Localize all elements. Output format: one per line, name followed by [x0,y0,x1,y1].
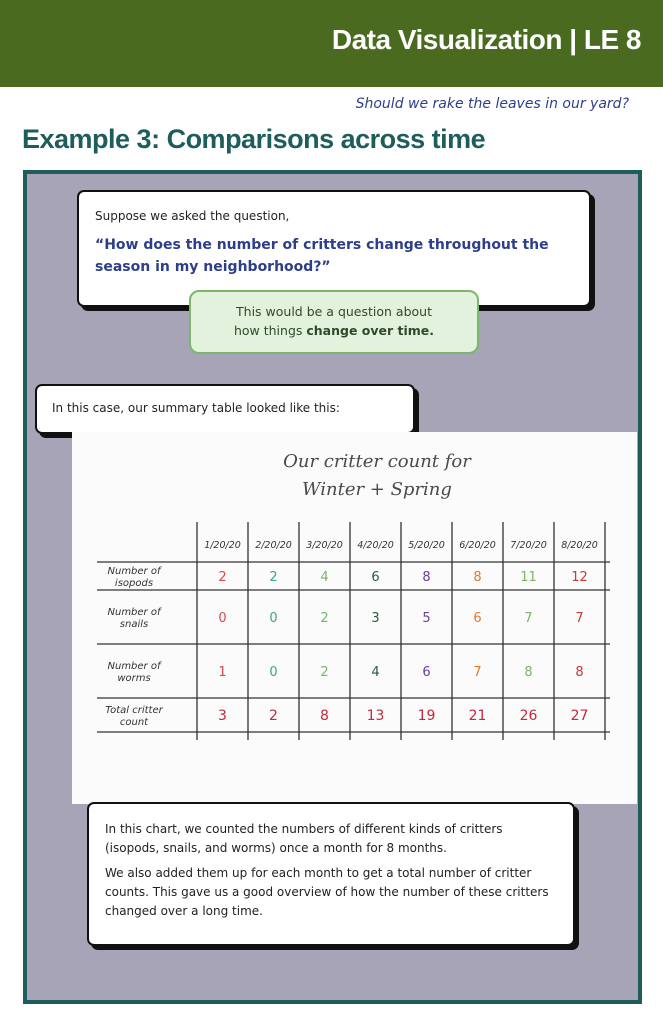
table-cell-value: 13 [366,708,385,724]
example-panel [23,170,642,1004]
table-cell-value: 0 [269,611,278,626]
summary-table-photo [72,432,637,804]
table-cell-value: 2 [218,570,227,585]
table-cell-value: 26 [519,708,538,724]
case-text: In this case, our summary table looked like this: [52,401,340,415]
table-cell-value: 2 [269,570,278,585]
table-cell-value: 21 [468,708,487,724]
critter-table [72,432,637,804]
table-cell-value: 7 [575,611,584,626]
table-cell-value: 3 [371,611,380,626]
note-line2-bold: change over time. [306,323,435,338]
column-header: 7/20/20 [510,540,547,551]
row-label: Number of [107,661,161,672]
row-label: snails [119,619,149,630]
summary-paragraph-1: In this chart, we counted the numbers of different kinds of critters (isopods, snails, and worms) once a month for 8 months. [105,822,503,855]
table-cell-value: 6 [371,570,380,585]
photo-title-line2: Winter + Spring [302,479,452,500]
column-header: 5/20/20 [408,540,445,551]
table-cell-value: 7 [473,665,482,680]
question-intro: Suppose we asked the question, [95,209,290,223]
row-label: worms [117,673,151,684]
note-line2-prefix: how things [233,323,307,338]
table-cell-value: 2 [269,708,278,724]
table-cell-value: 8 [575,665,584,680]
note-line2 [191,321,477,340]
table-cell-value: 7 [524,611,533,626]
table-cell-value: 2 [320,611,329,626]
table-cell-value: 6 [473,611,482,626]
row-label: Number of [107,566,161,577]
table-cell-value: 27 [570,708,589,724]
column-header: 3/20/20 [306,540,343,551]
row-label: Number of [107,607,161,618]
table-cell-value: 0 [269,665,278,680]
column-header: 8/20/20 [561,540,598,551]
table-cell-value: 3 [218,708,227,724]
table-cell-value: 8 [320,708,329,724]
change-over-time-note [189,290,479,354]
summary-card [87,802,575,946]
table-cell-value: 6 [422,665,431,680]
summary-paragraph-2: We also added them up for each month to get a total number of critter counts. This gave us a good overview of how the number of these critters changed over a long time. [105,866,549,918]
column-header: 4/20/20 [357,540,394,551]
row-label: count [119,717,149,728]
row-label: isopods [114,578,154,589]
table-cell-value: 8 [524,665,533,680]
table-cell-value: 0 [218,611,227,626]
row-label: Total critter [105,705,163,716]
table-cell-value: 5 [422,611,431,626]
column-header: 1/20/20 [204,540,241,551]
table-cell-value: 4 [320,570,329,585]
table-cell-value: 8 [422,570,431,585]
table-cell-value: 19 [417,708,436,724]
section-title: Example 3: Comparisons across time [22,124,486,154]
table-cell-value: 1 [218,665,227,680]
header-title: Data Visualization | LE 8 [331,24,641,55]
table-cell-value: 2 [320,665,329,680]
table-cell-value: 8 [473,570,482,585]
photo-title-line1: Our critter count for [283,451,471,472]
table-cell-value: 11 [520,570,537,585]
column-header: 2/20/20 [255,540,292,551]
table-cell-value: 12 [571,570,588,585]
question-quote: “How does the number of critters change throughout the season in my neighborhood?” [95,237,549,275]
header-bar [0,0,663,87]
tagline: Should we rake the leaves in our yard? [355,96,629,112]
table-cell-value: 4 [371,665,380,680]
case-card [35,384,415,434]
note-line1: This would be a question about [236,304,432,319]
column-header: 6/20/20 [459,540,496,551]
